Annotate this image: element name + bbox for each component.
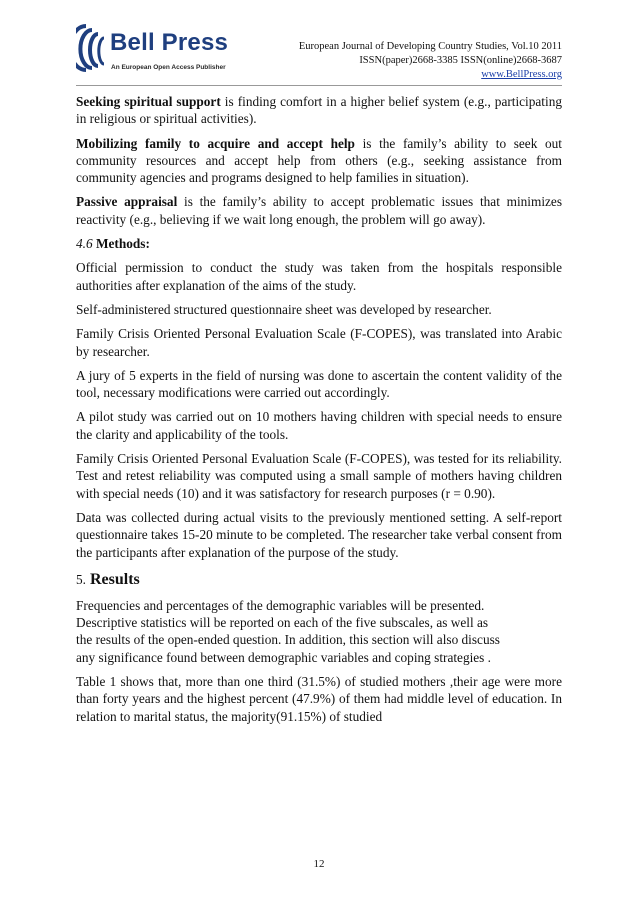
section-heading-results — [76, 570, 562, 590]
section-title: Methods: — [95, 236, 150, 252]
journal-info — [299, 40, 562, 82]
section-number: 4.6 — [76, 236, 93, 252]
results-line: Frequencies and percentages of the demographic variables will be presented. — [76, 597, 485, 613]
paragraph-seeking-spiritual-support — [76, 93, 562, 128]
section-heading-methods — [76, 235, 562, 252]
methods-paragraph: Data was collected during actual visits to the previously mentioned setting. A self-report questionnaire takes 15-20 minute to be completed. The researcher take verbal consent from the participants after explanation of the purpose of the study. — [76, 509, 562, 560]
section-number: 5. — [76, 571, 86, 587]
term-mobilizing-family: Mobilizing family to acquire and accept help — [76, 135, 355, 151]
definition-seeking-spiritual-support: is finding comfort in a higher belief system (e.g., participating in religious or spiritual activities). — [76, 94, 562, 127]
term-passive-appraisal: Passive appraisal — [76, 194, 178, 210]
results-paragraph-intro — [76, 597, 562, 666]
methods-paragraph: Official permission to conduct the study was taken from the hospitals responsible authorities after explanation of the aims of the study. — [76, 260, 562, 293]
page-number: 12 — [313, 858, 325, 870]
logo-name: Bell Press — [110, 29, 229, 56]
bell-press-logo-icon — [76, 24, 110, 72]
term-seeking-spiritual-support: Seeking spiritual support — [76, 94, 221, 109]
definition-passive-appraisal: is the family’s ability to accept problematic issues that minimizes reactivity (e.g., believing if we wait long enough, the problem will go away). — [76, 194, 562, 227]
results-paragraph-table1: Table 1 shows that, more than one third (31.5%) of studied mothers ,their age were more than forty years and the highest percent (47.9%) of them had middle level of education. In relation to marital status, the majority(91.15%) of studied — [76, 674, 562, 724]
definition-mobilizing-family: is the family’s ability to seek out community resources and accept help from others (e.g., seeking assistance from community agencies and programs designed to help families in situation). — [76, 135, 562, 186]
methods-paragraph: Self-administered structured questionnaire sheet was developed by researcher. — [76, 301, 492, 317]
paragraph-mobilizing-family — [76, 135, 562, 187]
results-line: any significance found between demographic variables and coping strategies . — [76, 649, 492, 665]
article-body — [76, 93, 562, 732]
methods-paragraph: A jury of 5 experts in the field of nursing was done to ascertain the content validity of the tool, necessary modifications were carried out accordingly. — [76, 367, 562, 401]
paragraph-passive-appraisal — [76, 193, 562, 228]
journal-title: European Journal of Developing Country Studies, Vol.10 2011 — [298, 41, 562, 52]
header-divider — [76, 85, 562, 86]
logo-tagline: An European Open Access Publisher — [111, 64, 226, 71]
section-title: Results — [89, 570, 140, 588]
results-line: the results of the open-ended question. In addition, this section will also discuss — [76, 632, 500, 648]
methods-paragraph: A pilot study was carried out on 10 mothers having children with special needs to ensure the clarity and applicability of the tools. — [76, 409, 562, 442]
journal-website-link[interactable]: www.BellPress.org — [481, 69, 562, 80]
methods-paragraph: Family Crisis Oriented Personal Evaluation Scale (F-COPES), was tested for its reliability. Test and retest reliability was computed using a small sample of mothers having children with special needs (10) and it was satisfactory for research purposes (r = 0.90). — [76, 451, 562, 501]
results-line: Descriptive statistics will be reported on each of the five subscales, as well as — [76, 615, 489, 631]
methods-paragraph: Family Crisis Oriented Personal Evaluation Scale (F-COPES), was translated into Arabic by researcher. — [76, 326, 562, 359]
publisher-logo — [76, 24, 236, 84]
journal-issn: ISSN(paper)2668-3385 ISSN(online)2668-3687 — [359, 55, 562, 66]
